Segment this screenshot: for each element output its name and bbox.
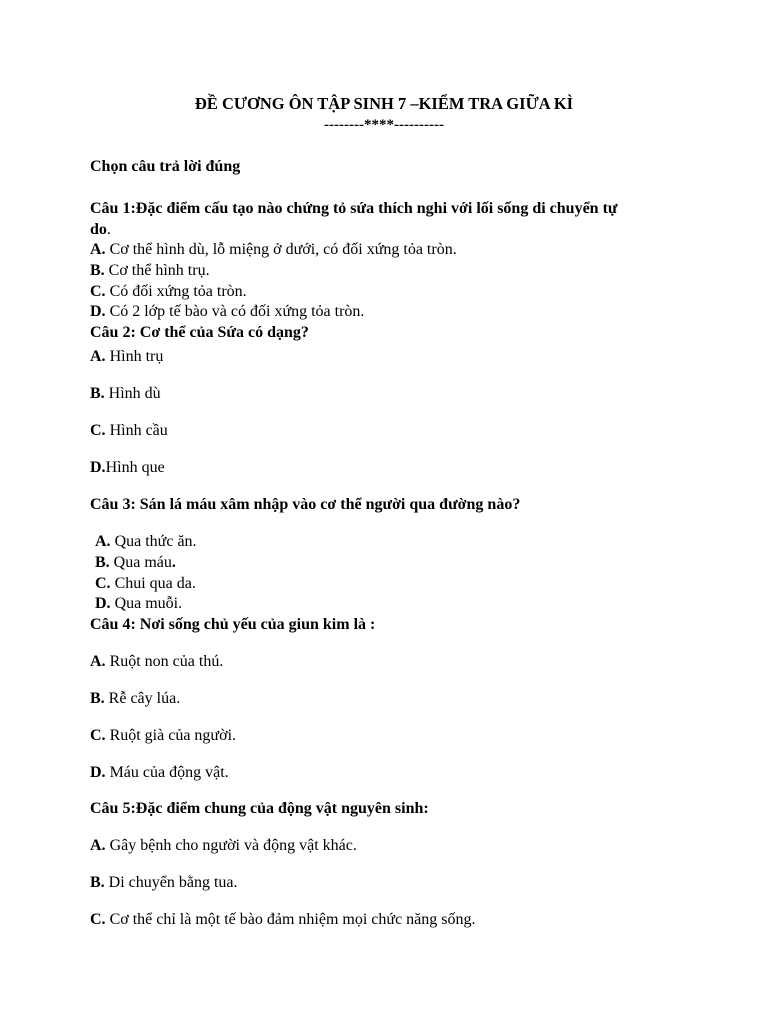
- option-text: Rễ cây lúa.: [104, 690, 181, 707]
- option-text: Ruột non của thú.: [105, 653, 224, 670]
- question-1-option-d: [90, 302, 364, 322]
- option-letter: A.: [90, 653, 106, 670]
- question-3: Câu 3: Sán lá máu xâm nhập vào cơ thể người qua đường nào?: [90, 496, 521, 513]
- option-letter: D.: [90, 764, 106, 781]
- option-letter: A.: [95, 533, 111, 550]
- option-text: Gây bệnh cho người và động vật khác.: [105, 837, 357, 854]
- question-2: Câu 2: Cơ thể của Sứa có dạng?: [90, 324, 309, 341]
- question-4-option-c: [90, 726, 236, 746]
- option-text: Cơ thể chỉ là một tế bào đảm nhiệm mọi chức năng sống.: [105, 911, 476, 928]
- option-text: Chui qua da.: [110, 575, 196, 592]
- option-letter: C.: [95, 575, 111, 592]
- option-text: Ruột già của người.: [105, 727, 237, 744]
- option-text: Có 2 lớp tế bào và có đối xứng tỏa tròn.: [105, 303, 365, 320]
- question-1-line-2-tail: .: [106, 221, 111, 238]
- option-letter: C.: [90, 727, 106, 744]
- option-letter: B.: [90, 385, 105, 402]
- option-text: Có đối xứng tỏa tròn.: [105, 283, 247, 300]
- option-letter: B.: [90, 690, 105, 707]
- question-4-option-b: [90, 689, 180, 709]
- question-3-option-b: [95, 553, 176, 573]
- question-5-option-b: [90, 873, 238, 893]
- option-letter: A.: [90, 837, 106, 854]
- question-4-option-a: [90, 652, 223, 672]
- option-text: Qua máu: [109, 554, 172, 571]
- question-1-option-c: [90, 282, 247, 302]
- option-letter: D.: [90, 303, 106, 320]
- option-text: Hình cầu: [105, 422, 168, 439]
- option-letter: D.: [95, 595, 111, 612]
- option-text: Hình dù: [104, 385, 161, 402]
- option-letter: C.: [90, 422, 106, 439]
- question-2-option-a: [90, 347, 163, 367]
- instruction: Chọn câu trả lời đúng: [90, 158, 241, 175]
- question-2-option-c: [90, 421, 168, 441]
- option-text: Di chuyển bằng tua.: [104, 874, 238, 891]
- question-2-option-b: [90, 384, 161, 404]
- option-letter: C.: [90, 283, 106, 300]
- option-text: Qua thức ăn.: [110, 533, 197, 550]
- option-letter: B.: [95, 554, 110, 571]
- option-letter: B.: [90, 262, 105, 279]
- title-divider: --------****----------: [324, 117, 444, 133]
- question-1-line-1: Câu 1:Đặc điểm cấu tạo nào chứng tỏ sứa thích nghi với lối sống di chuyển tự: [90, 200, 618, 217]
- question-1-option-a: [90, 240, 457, 260]
- question-1-option-b: [90, 261, 210, 281]
- option-letter: A.: [90, 241, 106, 258]
- question-1-line-2-text: do: [90, 221, 107, 238]
- option-letter: C.: [90, 911, 106, 928]
- option-letter: B.: [90, 874, 105, 891]
- document-title: ĐỀ CƯƠNG ÔN TẬP SINH 7 –KIỂM TRA GIỮA KÌ: [194, 94, 574, 113]
- option-text: Hình trụ: [105, 348, 164, 365]
- question-2-option-d: [90, 458, 165, 478]
- option-text: Qua muỗi.: [110, 595, 183, 612]
- option-text: Máu của động vật.: [105, 764, 229, 781]
- question-4: Câu 4: Nơi sống chủ yếu của giun kim là :: [90, 616, 376, 633]
- question-5-option-c: [90, 910, 476, 930]
- question-1-line-2: [90, 220, 111, 240]
- question-5: Câu 5:Đặc điểm chung của động vật nguyên sinh:: [90, 800, 429, 817]
- question-3-option-a: [95, 532, 197, 552]
- option-tail: .: [171, 554, 176, 571]
- option-letter: D.: [90, 459, 106, 476]
- option-letter: A.: [90, 348, 106, 365]
- question-3-option-d: [95, 594, 182, 614]
- question-5-option-a: [90, 836, 357, 856]
- question-3-option-c: [95, 574, 196, 594]
- option-text: Cơ thể hình dù, lỗ miệng ở dưới, có đối xứng tỏa tròn.: [105, 241, 457, 258]
- option-text: Cơ thể hình trụ.: [104, 262, 210, 279]
- option-text: Hình que: [105, 459, 165, 476]
- question-4-option-d: [90, 763, 229, 783]
